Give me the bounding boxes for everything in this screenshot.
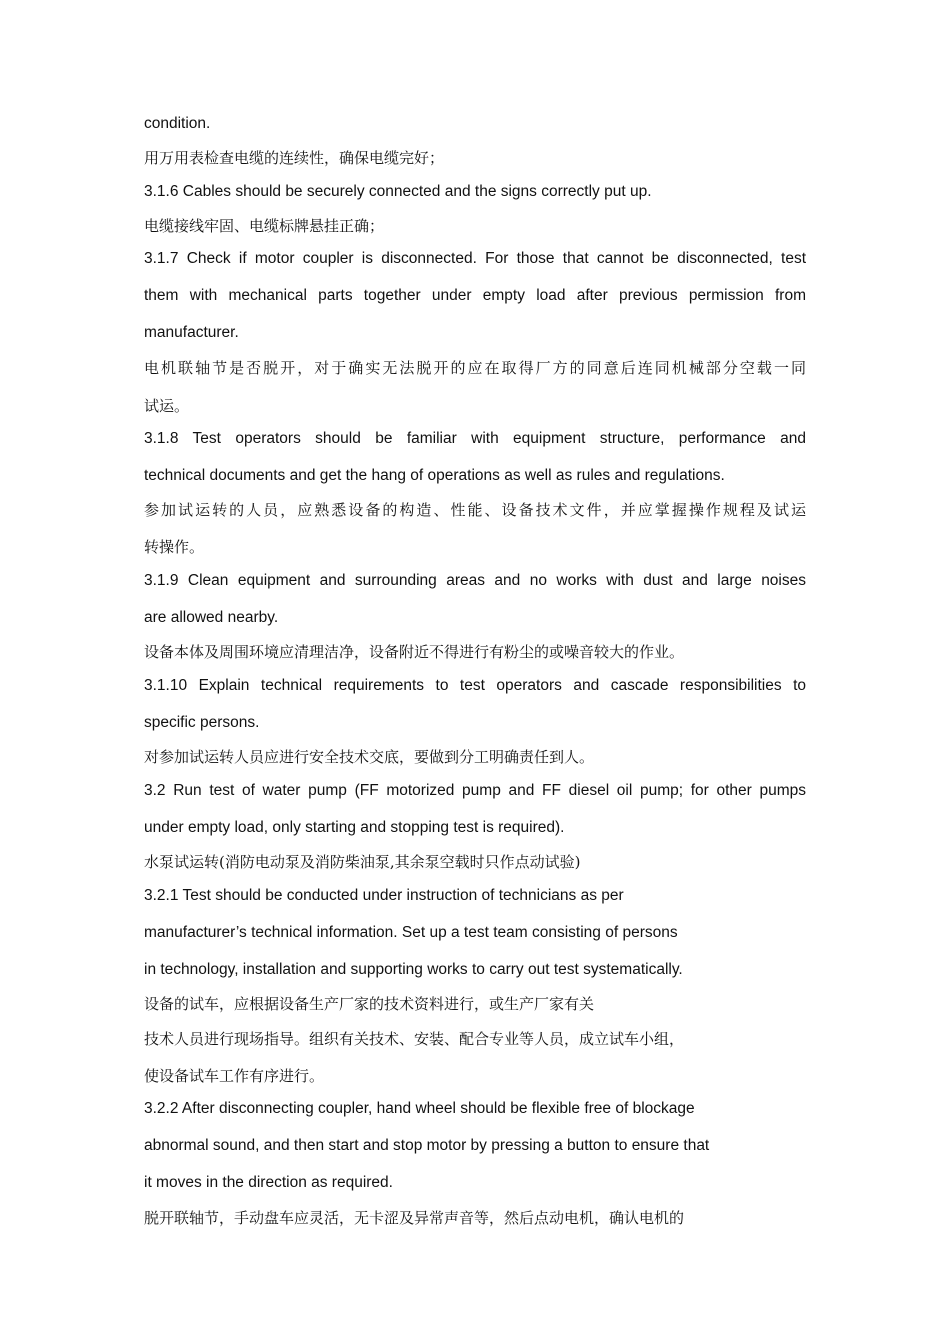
text-line: 设备本体及周围环境应清理洁净，设备附近不得进行有粉尘的或噪音较大的作业。	[144, 643, 685, 661]
text-line: 试运。	[144, 397, 190, 415]
text-line: manufacturer.	[144, 324, 239, 341]
text-line: condition.	[144, 115, 211, 132]
text-line: 设备的试车，应根据设备生产厂家的技术资料进行，或生产厂家有关	[144, 995, 595, 1013]
text-line: 电机联轴节是否脱开，对于确实无法脱开的应在取得厂方的同意后连同机械部分空载一同	[144, 359, 806, 377]
text-line: 3.1.6 Cables should be securely connected and the signs correctly put up.	[144, 183, 652, 200]
text-line: 脱开联轴节，手动盘车应灵活，无卡涩及异常声音等，然后点动电机，确认电机的	[144, 1209, 685, 1227]
text-line: 技术人员进行现场指导。组织有关技术、安装、配合专业等人员，成立试车小组，	[144, 1030, 685, 1048]
text-line: in technology, installation and supporting works to carry out test systematically.	[144, 961, 683, 978]
text-line: it moves in the direction as required.	[144, 1174, 393, 1191]
text-line: abnormal sound, and then start and stop motor by pressing a button to ensure that	[144, 1137, 710, 1154]
text-line: 3.1.7 Check if motor coupler is disconnected. For those that cannot be disconnected, test	[144, 250, 806, 267]
text-line: 对参加试运转人员应进行安全技术交底，要做到分工明确责任到人。	[144, 748, 595, 766]
text-line: 3.2 Run test of water pump (FF motorized pump and FF diesel oil pump; for other pumps	[144, 782, 806, 799]
text-line: under empty load, only starting and stopping test is required).	[144, 819, 565, 836]
text-line: them with mechanical parts together under empty load after previous permission from	[144, 287, 806, 304]
text-line: 3.2.1 Test should be conducted under instruction of technicians as per	[144, 887, 624, 904]
text-line: are allowed nearby.	[144, 609, 279, 626]
text-line: 电缆接线牢固、电缆标牌悬挂正确；	[144, 217, 385, 235]
text-line: 3.1.8 Test operators should be familiar with equipment structure, performance and	[144, 430, 806, 447]
text-line: manufacturer’s technical information. Set up a test team consisting of persons	[144, 924, 678, 941]
text-line: specific persons.	[144, 714, 260, 731]
text-line: 3.1.10 Explain technical requirements to test operators and cascade responsibilities to	[144, 677, 806, 694]
text-line: 使设备试车工作有序进行。	[144, 1067, 325, 1085]
text-line: 3.2.2 After disconnecting coupler, hand wheel should be flexible free of blockage	[144, 1100, 695, 1117]
text-line: 3.1.9 Clean equipment and surrounding areas and no works with dust and large noises	[144, 572, 806, 589]
text-line: 转操作。	[144, 538, 205, 556]
text-line: 参加试运转的人员，应熟悉设备的构造、性能、设备技术文件，并应掌握操作规程及试运	[144, 501, 806, 519]
text-line: 水泵试运转(消防电动泵及消防柴油泵,其余泵空载时只作点动试验)	[144, 853, 581, 871]
text-line: 用万用表检查电缆的连续性，确保电缆完好；	[144, 149, 445, 167]
text-line: technical documents and get the hang of operations as well as rules and regulations.	[144, 467, 725, 484]
